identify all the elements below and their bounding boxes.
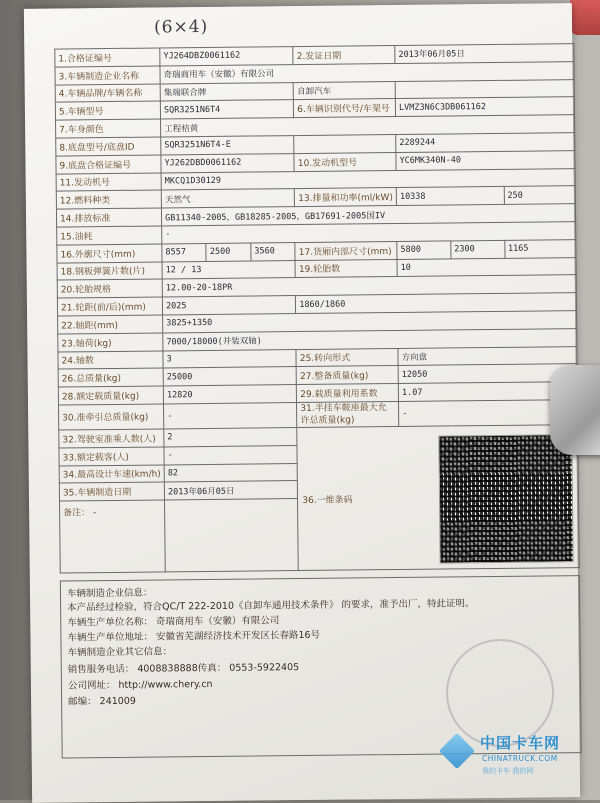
cube-logo-icon (439, 733, 475, 769)
table-row: 21.轮距(前/后)(mm) 2025 1860/1860 (57, 293, 576, 316)
table-row: 26.总质量(kg) 25000 27.整备质量(kg) 12050 (58, 364, 577, 387)
table-row: 34.最高设计车速(km/h) 82 (59, 460, 578, 483)
red-object (570, 0, 600, 35)
table-row: 备注： - (60, 496, 580, 573)
table-row: 1.合格证编号 YJ264DBZ0061162 2.发证日期 2013年06月05日 (55, 44, 574, 67)
table-row: 18.钢板弹簧片数(片) 12 / 13 19.轮胎数 10 (57, 257, 576, 280)
table-row: 14.排放标准 GB11340-2005，GB18285-2005，GB17691-2005国IV (56, 204, 575, 227)
site-watermark: 中国卡车网 CHINATRUCK.COM 我的卡车 我的网 (430, 726, 580, 786)
table-row: 8.底盘型号/底盘ID SQR3251N6T4-E 2289244 (56, 133, 575, 156)
qr-code (438, 434, 573, 563)
table-row: 12.燃料种类 天然气 13.排量和功率(ml/kW) 10338 250 (56, 186, 575, 209)
table-row: 23.轴荷(kg) 7000/18000(并装双轴) (58, 328, 577, 351)
manufacturer-info: 车辆制造企业信息： 本产品经过检验，符合QC/T 222-2010《自卸车通用技术条件》 的要求，准予出厂，特此证明。 车辆生产单位名称： 奇瑞商用车（安徽）有限公司 车辆生产单位地址： 安徽省芜湖经济技术开发区长春路16号 车辆制造企业其它信息： 销售服务电话： 4008838888传真： 0553-5922405 公司网址： http://www.chery.cn 邮编： 241009 (60, 575, 582, 758)
table-row: 30.准牵引总质量(kg) - 31.半挂车鞍座最大允许总质量(kg) - (59, 400, 578, 430)
barcode-label: 36.一维条码 (302, 495, 353, 506)
handwritten-note: (6×4) (153, 16, 209, 38)
table-row: 5.车辆型号 SQR3251N6T4 6.车辆识别代号/车架号 LVMZ3N6C3DB061162 (55, 97, 574, 120)
table-row: 7.车身颜色 工程桔黄 (56, 115, 575, 138)
table-row: 22.轴距(mm) 3825+1350 (58, 311, 577, 334)
table-row: 35.车辆制造日期 2013年06月05日 (59, 478, 578, 501)
table-row: 16.外廓尺寸(mm) 8557 2500 3560 17.货厢内部尺寸(mm) 5800 2300 1165 (57, 239, 576, 262)
table-row: 11.发动机号 MKCQ1D30129 (56, 168, 575, 191)
table-row: 3.车辆制造企业名称 奇瑞商用车（安徽）有限公司 (55, 61, 574, 84)
table-row: 24.轴数 3 25.转向形式 方向盘 (58, 346, 577, 369)
certificate-paper (24, 3, 580, 803)
metal-object (550, 365, 600, 455)
table-row: 33.额定载客(人) - (59, 442, 578, 465)
table-row: 9.底盘合格证编号 YJ262DBD0061162 10.发动机型号 YC6MK340N-40 (56, 150, 575, 173)
table-row: 32.驾驶室准乘人数(人) 2 36.一维条码 (59, 425, 578, 448)
table-row: 28.额定载质量(kg) 12820 29.载质量利用系数 1.07 (58, 382, 577, 405)
table-row: 15.油耗 - (57, 222, 576, 245)
table-row: 4.车辆品牌/车辆名称 集瑞联合牌 自卸汽车 (55, 79, 574, 102)
table-row: 20.轮胎规格 12.00-20-18PR (57, 275, 576, 298)
